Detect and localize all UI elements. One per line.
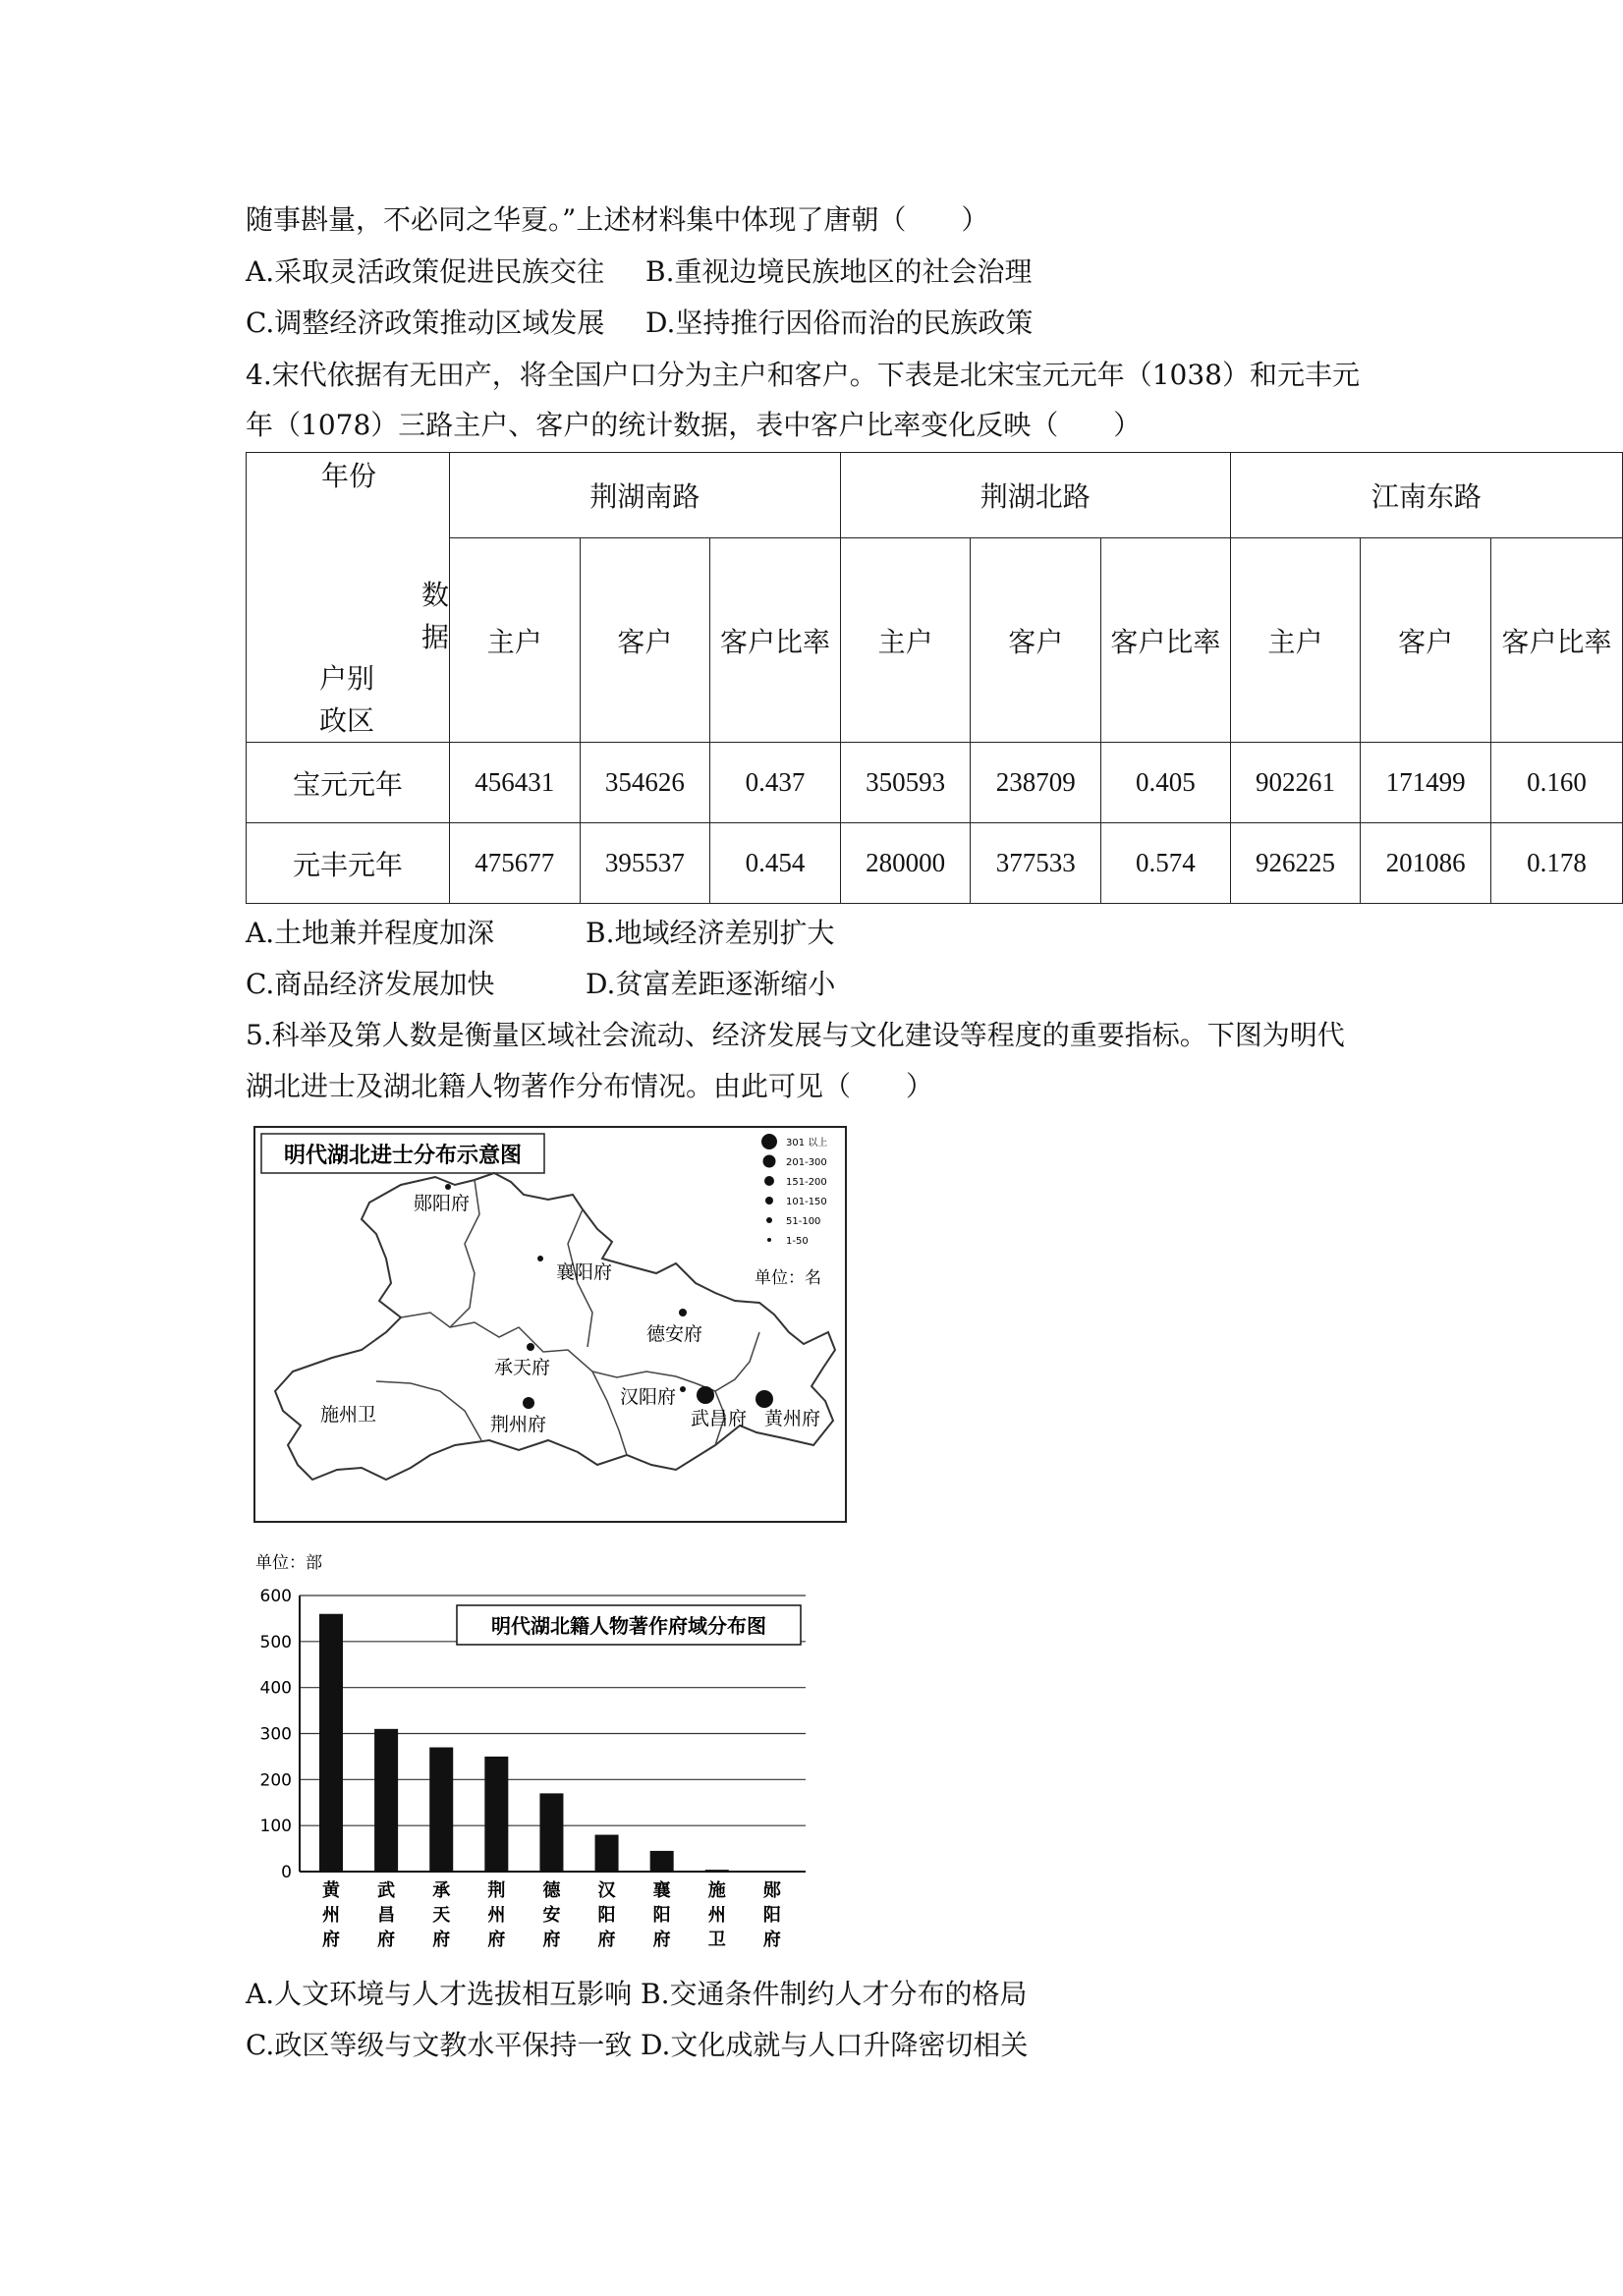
map-label-dean: 德安府 <box>646 1323 703 1345</box>
table-cell: 0.178 <box>1490 823 1622 904</box>
table-cell: 280000 <box>840 823 971 904</box>
table-cell: 354626 <box>580 743 710 823</box>
map-title: 明代湖北进士分布示意图 <box>283 1144 523 1168</box>
category-label: 德安府 <box>542 1880 561 1950</box>
table-cell: 0.574 <box>1101 823 1231 904</box>
y-tick-label: 100 <box>259 1817 292 1837</box>
jinshi-dot <box>445 1184 451 1190</box>
map-label-hanyang: 汉阳府 <box>620 1386 677 1408</box>
table-cell: 456431 <box>450 743 581 823</box>
table-row <box>247 823 1623 904</box>
y-tick-label: 0 <box>281 1863 292 1882</box>
y-tick-label: 200 <box>259 1770 292 1791</box>
table-cell: 926225 <box>1230 823 1361 904</box>
bar <box>705 1870 729 1872</box>
q5-stem-line1: 5.科举及第人数是衡量区域社会流动、经济发展与文化建设等程度的重要指标。下图为明代 <box>246 1019 1345 1051</box>
map-unit: 单位：名 <box>755 1268 821 1288</box>
table-cell: 0.405 <box>1101 743 1231 823</box>
category-label: 荆州府 <box>487 1880 506 1950</box>
map-label-xiangyang: 襄阳府 <box>556 1261 613 1283</box>
subcol-header: 主户 <box>450 538 581 743</box>
q3-option-d: D.坚持推行因俗而治的民族政策 <box>645 307 1034 339</box>
table-cell: 902261 <box>1230 743 1361 823</box>
y-tick-label: 600 <box>259 1587 292 1606</box>
legend-label: 201-300 <box>786 1157 827 1168</box>
bar <box>650 1851 674 1872</box>
category-label: 承天府 <box>432 1880 451 1950</box>
jinshi-map <box>253 1126 847 1523</box>
chart-y-ticks <box>260 1587 292 1882</box>
q3-option-b: B.重视边境民族地区的社会治理 <box>645 255 1033 288</box>
category-label: 黄州府 <box>322 1880 340 1950</box>
region-header: 江南东路 <box>1230 453 1622 538</box>
legend-dot <box>765 1197 773 1204</box>
q5-option-b: B.交通条件制约人才分布的格局 <box>641 1978 1028 2010</box>
legend-dot <box>766 1217 772 1223</box>
legend-label: 151-200 <box>786 1177 827 1188</box>
table-cell: 171499 <box>1361 743 1491 823</box>
table-cell: 0.454 <box>710 823 841 904</box>
y-tick-label: 500 <box>259 1632 292 1652</box>
chart-title: 明代湖北籍人物著作府域分布图 <box>491 1614 766 1638</box>
table-cell: 395537 <box>580 823 710 904</box>
category-label: 施州卫 <box>707 1880 726 1950</box>
subcol-header: 客户 <box>1361 538 1491 743</box>
subcol-header: 主户 <box>840 538 971 743</box>
bar <box>374 1729 398 1872</box>
jinshi-dot <box>527 1343 534 1351</box>
bar <box>319 1614 343 1872</box>
chart-categories <box>322 1879 781 1950</box>
bar <box>484 1757 508 1872</box>
bar <box>760 1871 784 1873</box>
jinshi-dot <box>523 1397 534 1409</box>
map-label-chengtian: 承天府 <box>494 1357 551 1378</box>
table-cell: 201086 <box>1361 823 1491 904</box>
q3-option-a: A.采取灵活政策促进民族交往 <box>246 255 605 288</box>
q4-option-d: D.贫富差距逐渐缩小 <box>586 968 836 1000</box>
q5-option-c: C.政区等级与文教水平保持一致 <box>246 2029 633 2061</box>
legend-dot <box>767 1238 771 1242</box>
household-table <box>246 452 1623 904</box>
legend-dot <box>763 1155 776 1168</box>
table-cell: 238709 <box>971 743 1101 823</box>
q3-stem-tail: 随事斟量，不必同之华夏。”上述材料集中体现了唐朝（ ） <box>246 203 989 236</box>
table-cell: 0.160 <box>1490 743 1622 823</box>
legend-label: 301 以上 <box>786 1138 828 1148</box>
legend-label: 101-150 <box>786 1197 827 1207</box>
legend-dot <box>761 1134 777 1149</box>
table-cell: 350593 <box>840 743 971 823</box>
q5-option-d: D.文化成就与人口升降密切相关 <box>641 2029 1029 2061</box>
y-tick-label: 300 <box>259 1724 292 1745</box>
jinshi-dot <box>679 1309 687 1316</box>
corner-hubie-label: 户别 <box>319 662 375 695</box>
jinshi-dot <box>697 1386 714 1404</box>
q4-stem-line2: 年（1078）三路主户、客户的统计数据，表中客户比率变化反映（ ） <box>246 409 1142 441</box>
map-label-wuchang: 武昌府 <box>691 1408 748 1429</box>
table-corner-cell <box>247 453 450 743</box>
corner-year-label: 年份 <box>321 460 377 492</box>
subcol-header: 客户比率 <box>1101 538 1231 743</box>
legend-label: 1-50 <box>786 1236 809 1247</box>
region-header: 荆湖南路 <box>450 453 841 538</box>
bar <box>429 1748 453 1872</box>
y-tick-label: 400 <box>259 1678 292 1699</box>
q3-option-c: C.调整经济政策推动区域发展 <box>246 307 605 339</box>
q4-option-a: A.土地兼并程度加深 <box>246 917 495 949</box>
category-label: 汉阳府 <box>597 1880 616 1950</box>
category-label: 武昌府 <box>377 1880 396 1950</box>
q5-stem-line2: 湖北进士及湖北籍人物著作分布情况。由此可见（ ） <box>246 1070 934 1102</box>
table-cell: 377533 <box>971 823 1101 904</box>
bar <box>539 1793 563 1872</box>
corner-data-label-1: 数 <box>421 579 450 611</box>
subcol-header: 客户比率 <box>1490 538 1622 743</box>
category-label: 襄阳府 <box>652 1880 671 1950</box>
map-label-yunyang: 郧阳府 <box>414 1193 471 1214</box>
row-year: 宝元元年 <box>247 743 450 823</box>
region-header: 荆湖北路 <box>840 453 1230 538</box>
works-bar-chart <box>246 1544 815 1957</box>
map-label-shizhou: 施州卫 <box>320 1404 377 1426</box>
jinshi-dot <box>756 1390 773 1408</box>
legend-dot <box>764 1176 774 1186</box>
jinshi-dot <box>680 1386 686 1392</box>
table-cell: 0.437 <box>710 743 841 823</box>
row-year: 元丰元年 <box>247 823 450 904</box>
bar <box>595 1835 619 1872</box>
legend-label: 51-100 <box>786 1216 821 1227</box>
map-label-jingzhou: 荆州府 <box>490 1414 547 1435</box>
subcol-header: 客户 <box>580 538 710 743</box>
jinshi-dot <box>537 1256 543 1261</box>
corner-zhengqu-label: 政区 <box>319 704 375 737</box>
chart-bars <box>319 1614 784 1873</box>
subcol-header: 客户 <box>971 538 1101 743</box>
table-cell: 475677 <box>450 823 581 904</box>
q4-option-c: C.商品经济发展加快 <box>246 968 495 1000</box>
table-row <box>247 743 1623 823</box>
q4-option-b: B.地域经济差别扩大 <box>586 917 835 949</box>
chart-unit: 单位：部 <box>255 1553 322 1573</box>
corner-data-label-2: 据 <box>421 621 450 653</box>
map-label-huangzhou: 黄州府 <box>764 1408 821 1429</box>
q4-stem-line1: 4.宋代依据有无田产，将全国户口分为主户和客户。下表是北宋宝元元年（1038）和元丰元 <box>246 359 1360 391</box>
subcol-header: 客户比率 <box>710 538 841 743</box>
category-label: 郧阳府 <box>762 1880 781 1950</box>
subcol-header: 主户 <box>1230 538 1361 743</box>
q5-option-a: A.人文环境与人才选拔相互影响 <box>246 1978 633 2010</box>
